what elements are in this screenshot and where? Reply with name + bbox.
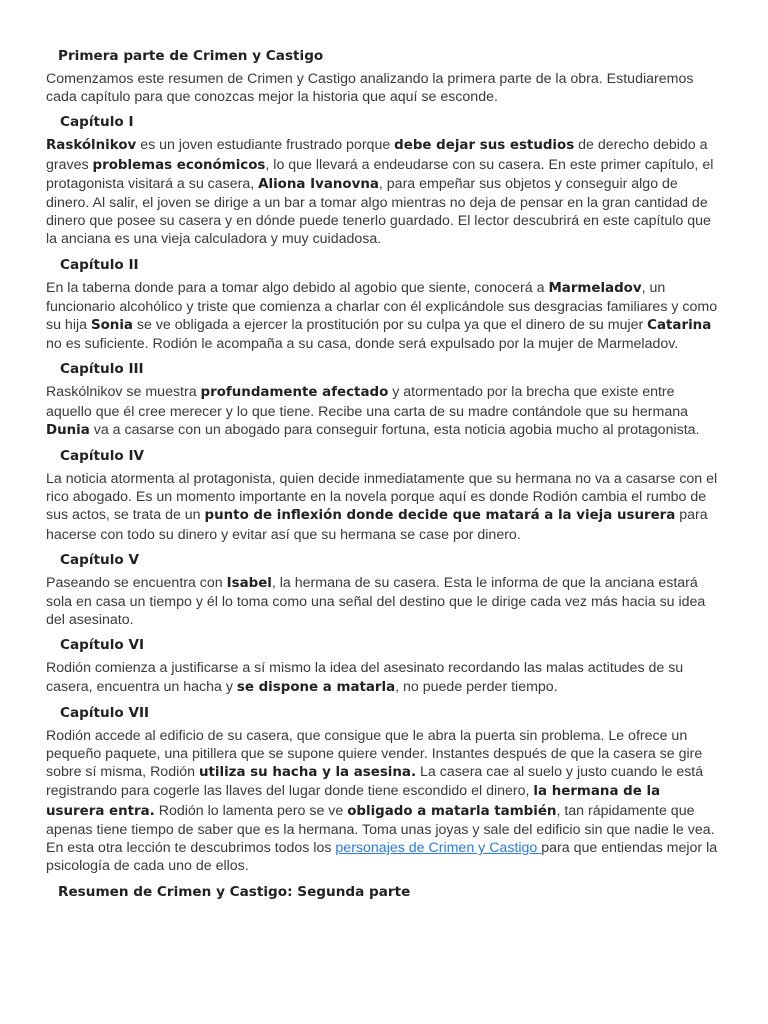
chapter-2-text: En la taberna donde para a tomar algo debido al agobio que siente, conocerá a Marmeladov, un funcionario alcohólico y triste que comienza a charlar con él explicándole sus desgracias familiares y como su hija Sonia se ve obligada a ejercer la prostitución por su culpa ya que el dinero de su mujer Catarina no es suficiente. Rodión le acompaña a su casa, donde será expulsado por la mujer de Marmeladov. xyxy=(46,279,718,353)
characters-link[interactable]: personajes de Crimen y Castigo xyxy=(335,840,542,857)
chapter-3-heading: Capítulo III xyxy=(60,361,144,378)
chapter-7-heading: Capítulo VII xyxy=(60,704,150,721)
chapter-1-heading: Capítulo I xyxy=(60,114,134,131)
related-lesson-paragraph: En esta otra lección te descubrimos todos los personajes de Crimen y Castigo para que entiendas mejor la psicología de cada uno de ellos. xyxy=(46,840,718,875)
chapter-3-text: Raskólnikov se muestra profundamente afectado y atormentado por la brecha que existe entre aquello que él cree merecer y lo que tiene. Recibe una carta de su madre contándole que su hermana Dunia va a casarse con un abogado para conseguir fortuna, esta noticia agobia mucho al protagonista. xyxy=(46,384,700,438)
intro-paragraph: Comenzamos este resumen de Crimen y Castigo analizando la primera parte de la obra. Estudiaremos cada capítulo para que conozcas mejor la historia que aquí se esconde. xyxy=(46,71,694,106)
chapter-7-text: Rodión accede al edificio de su casera, que consigue que le abra la puerta sin problema. Le ofrece un pequeño paquete, una pitillera que se supone quiere vender. Instantes después de que la casera se gire sobre sí misma, Rodión utiliza su hacha y la asesina. La casera cae al suelo y justo cuando le está registrando para cogerle las llaves del lugar donde tiene escondido el dinero, la hermana de la usurera entra. Rodión lo lamenta pero se ve obligado a matarla también, tan rápidamente que apenas tiene tiempo de saber que es la hermana. Toma unas joyas y sale del edificio sin que nadie le vea. xyxy=(46,727,715,838)
chapter-5-heading: Capítulo V xyxy=(60,551,139,568)
chapter-4-text: La noticia atormenta al protagonista, quien decide inmediatamente que su hermana no va a casarse con el rico abogado. Es un momento importante en la novela porque aquí es donde Rodión cambia el rumbo de sus actos, se trata de un punto de inflexión donde decide que matará a la vieja usurera para hacerse con todo su dinero y evitar así que su hermana se case por dinero. xyxy=(46,471,718,543)
chapter-6-text: Rodión comienza a justificarse a sí mismo la idea del asesinato recordando las malas actitudes de su casera, encuentra un hacha y se dispone a matarla, no puede perder tiempo. xyxy=(46,660,684,695)
chapter-1-text: Raskólnikov es un joven estudiante frustrado porque debe dejar sus estudios de derecho debido a graves problemas económicos, lo que llevará a endeudarse con su casera. En este primer capítulo, el protagonista visitará a su casera, Aliona Ivanovna, para empeñar sus objetos y conseguir algo de dinero. Al salir, el joven se dirige a un bar a tomar algo mientras no deja de pensar en la gran cantidad de dinero que posee su casera y en dónde puede tenerlo guardado. El lector descubrirá en este capítulo que la anciana es una vieja calculadora y muy cuidadosa. xyxy=(46,137,714,248)
chapter-2-heading: Capítulo II xyxy=(60,256,139,273)
next-section-heading: Resumen de Crimen y Castigo: Segunda parte xyxy=(58,883,411,900)
chapter-6-heading: Capítulo VI xyxy=(60,637,145,654)
chapter-4-heading: Capítulo IV xyxy=(60,448,145,465)
chapter-5-text: Paseando se encuentra con Isabel, la hermana de su casera. Esta le informa de que la anciana estará sola en casa un tiempo y él lo toma como una señal del destino que le dirige cada vez más hacia su idea del asesinato. xyxy=(46,574,706,629)
section-title: Primera parte de Crimen y Castigo xyxy=(58,48,324,64)
